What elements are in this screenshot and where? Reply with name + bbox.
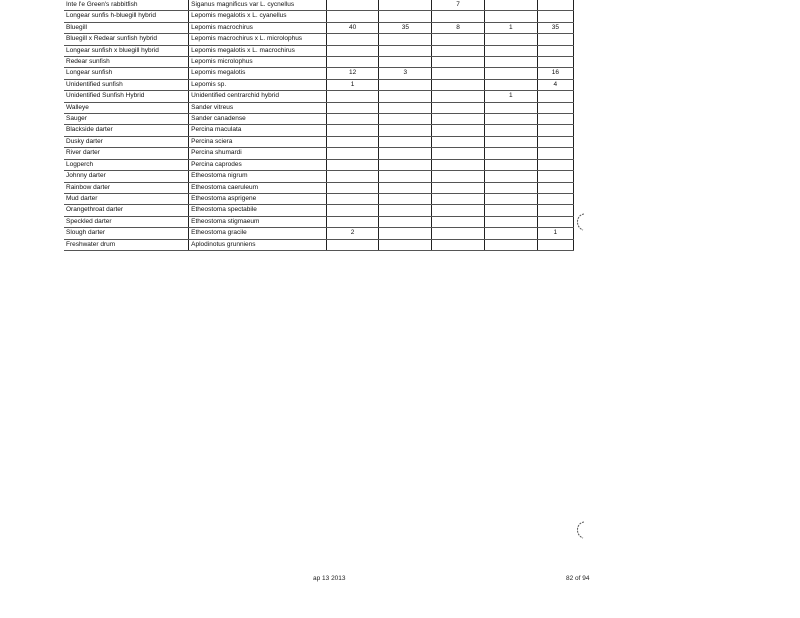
count-cell: 4 xyxy=(537,79,573,90)
count-cell xyxy=(537,34,573,45)
count-cell xyxy=(379,34,432,45)
table-row xyxy=(64,239,574,250)
count-cell xyxy=(379,216,432,227)
scientific-name-cell: Etheostoma gracile xyxy=(189,228,327,239)
count-cell xyxy=(432,205,485,216)
binder-hole-mark xyxy=(572,520,588,540)
table-row xyxy=(64,0,574,11)
count-cell xyxy=(432,171,485,182)
scientific-name-cell: Etheostoma stigmaeum xyxy=(189,216,327,227)
count-cell: 2 xyxy=(326,228,379,239)
count-cell: 1 xyxy=(537,228,573,239)
count-cell xyxy=(379,57,432,68)
count-cell xyxy=(484,228,537,239)
count-cell xyxy=(484,148,537,159)
count-cell xyxy=(379,114,432,125)
table-row xyxy=(64,228,574,239)
count-cell xyxy=(379,102,432,113)
count-cell xyxy=(432,136,485,147)
common-name-cell: Longear sunfish xyxy=(64,68,189,79)
count-cell: 3 xyxy=(379,68,432,79)
common-name-cell: Longear sunfish x bluegill hybrid xyxy=(64,45,189,56)
count-cell xyxy=(326,45,379,56)
count-cell xyxy=(326,136,379,147)
common-name-cell: Logperch xyxy=(64,159,189,170)
common-name-cell: Bluegill x Redear sunfish hybrid xyxy=(64,34,189,45)
table-row xyxy=(64,159,574,170)
table-row xyxy=(64,102,574,113)
table-row xyxy=(64,182,574,193)
scientific-name-cell: Lepomis microlophus xyxy=(189,57,327,68)
count-cell xyxy=(326,57,379,68)
count-cell xyxy=(537,171,573,182)
count-cell xyxy=(379,45,432,56)
count-cell xyxy=(379,228,432,239)
scientific-name-cell: Etheostoma caeruleum xyxy=(189,182,327,193)
common-name-cell: Freshwater drum xyxy=(64,239,189,250)
common-name-cell: Mud darter xyxy=(64,193,189,204)
count-cell xyxy=(379,125,432,136)
count-cell xyxy=(432,228,485,239)
count-cell: 35 xyxy=(537,22,573,33)
scientific-name-cell: Lepomis sp. xyxy=(189,79,327,90)
table-row xyxy=(64,91,574,102)
count-cell xyxy=(379,79,432,90)
scientific-name-cell: Lepomis macrochirus x L. microlophus xyxy=(189,34,327,45)
scientific-name-cell: Aplodinotus grunniens xyxy=(189,239,327,250)
table-row xyxy=(64,22,574,33)
table-row xyxy=(64,136,574,147)
table-row xyxy=(64,45,574,56)
count-cell xyxy=(326,171,379,182)
count-cell xyxy=(379,205,432,216)
common-name-cell: Dusky darter xyxy=(64,136,189,147)
count-cell xyxy=(537,148,573,159)
count-cell xyxy=(379,136,432,147)
count-cell xyxy=(326,0,379,11)
common-name-cell: Unidentified Sunfish Hybrid xyxy=(64,91,189,102)
count-cell xyxy=(484,182,537,193)
common-name-cell: Orangethroat darter xyxy=(64,205,189,216)
count-cell xyxy=(484,125,537,136)
count-cell xyxy=(537,216,573,227)
count-cell xyxy=(432,193,485,204)
common-name-cell: Rainbow darter xyxy=(64,182,189,193)
count-cell xyxy=(484,45,537,56)
count-cell xyxy=(379,11,432,22)
count-cell xyxy=(379,91,432,102)
scientific-name-cell: Etheostoma asprigene xyxy=(189,193,327,204)
count-cell xyxy=(484,102,537,113)
table-row xyxy=(64,171,574,182)
count-cell xyxy=(379,0,432,11)
count-cell xyxy=(537,136,573,147)
common-name-cell: Slough darter xyxy=(64,228,189,239)
species-table-body xyxy=(64,0,574,250)
scientific-name-cell: Siganus magnificus var L. cycnellus xyxy=(189,0,327,11)
count-cell xyxy=(484,68,537,79)
count-cell xyxy=(326,182,379,193)
count-cell xyxy=(537,114,573,125)
table-row xyxy=(64,11,574,22)
scientific-name-cell: Etheostoma nigrum xyxy=(189,171,327,182)
scientific-name-cell: Percina maculata xyxy=(189,125,327,136)
count-cell xyxy=(432,125,485,136)
count-cell xyxy=(326,114,379,125)
count-cell xyxy=(537,182,573,193)
count-cell xyxy=(379,239,432,250)
count-cell: 8 xyxy=(432,22,485,33)
count-cell xyxy=(379,171,432,182)
count-cell xyxy=(432,45,485,56)
table-row xyxy=(64,125,574,136)
table-row xyxy=(64,34,574,45)
count-cell xyxy=(326,125,379,136)
count-cell xyxy=(537,11,573,22)
table-row xyxy=(64,57,574,68)
common-name-cell: Unidentified sunfish xyxy=(64,79,189,90)
count-cell xyxy=(379,193,432,204)
table-row xyxy=(64,79,574,90)
count-cell xyxy=(326,102,379,113)
common-name-cell: Bluegill xyxy=(64,22,189,33)
scientific-name-cell: Unidentified centrarchid hybrid xyxy=(189,91,327,102)
count-cell xyxy=(432,79,485,90)
count-cell xyxy=(326,193,379,204)
count-cell: 1 xyxy=(484,22,537,33)
count-cell xyxy=(537,193,573,204)
count-cell xyxy=(326,34,379,45)
count-cell: 35 xyxy=(379,22,432,33)
count-cell xyxy=(537,57,573,68)
count-cell xyxy=(537,239,573,250)
count-cell xyxy=(432,216,485,227)
count-cell xyxy=(537,45,573,56)
count-cell xyxy=(379,182,432,193)
count-cell: 1 xyxy=(484,91,537,102)
count-cell: 1 xyxy=(326,79,379,90)
table-row xyxy=(64,205,574,216)
count-cell xyxy=(326,91,379,102)
count-cell: 12 xyxy=(326,68,379,79)
scientific-name-cell: Lepomis megalotis x L. macrochirus xyxy=(189,45,327,56)
count-cell xyxy=(379,148,432,159)
scientific-name-cell: Etheostoma spectabile xyxy=(189,205,327,216)
common-name-cell: River darter xyxy=(64,148,189,159)
count-cell xyxy=(484,136,537,147)
count-cell: 16 xyxy=(537,68,573,79)
common-name-cell: Johnny darter xyxy=(64,171,189,182)
table-row xyxy=(64,114,574,125)
common-name-cell: Sauger xyxy=(64,114,189,125)
count-cell xyxy=(537,205,573,216)
count-cell xyxy=(484,216,537,227)
common-name-cell: Longear sunfis h-bluegill hybrid xyxy=(64,11,189,22)
count-cell xyxy=(432,159,485,170)
scientific-name-cell: Sander canadense xyxy=(189,114,327,125)
count-cell xyxy=(432,239,485,250)
count-cell xyxy=(484,205,537,216)
table-row xyxy=(64,193,574,204)
count-cell xyxy=(326,239,379,250)
scientific-name-cell: Percina sciera xyxy=(189,136,327,147)
count-cell xyxy=(326,148,379,159)
count-cell xyxy=(537,0,573,11)
count-cell xyxy=(432,11,485,22)
scientific-name-cell: Sander vitreus xyxy=(189,102,327,113)
species-table xyxy=(64,0,574,251)
count-cell xyxy=(484,239,537,250)
count-cell: 7 xyxy=(432,0,485,11)
count-cell xyxy=(484,57,537,68)
count-cell xyxy=(432,57,485,68)
count-cell xyxy=(326,205,379,216)
count-cell xyxy=(432,114,485,125)
scientific-name-cell: Lepomis megalotis xyxy=(189,68,327,79)
binder-hole-mark xyxy=(572,212,588,232)
count-cell xyxy=(484,0,537,11)
scientific-name-cell: Percina shumardi xyxy=(189,148,327,159)
count-cell xyxy=(484,11,537,22)
count-cell xyxy=(484,34,537,45)
common-name-cell: Speckled darter xyxy=(64,216,189,227)
count-cell xyxy=(432,34,485,45)
count-cell xyxy=(432,102,485,113)
count-cell xyxy=(484,114,537,125)
count-cell xyxy=(537,159,573,170)
count-cell xyxy=(537,91,573,102)
common-name-cell: Redear sunfish xyxy=(64,57,189,68)
count-cell xyxy=(379,159,432,170)
count-cell xyxy=(432,91,485,102)
species-table-container xyxy=(64,0,574,251)
scientific-name-cell: Lepomis megalotis x L. cyanellus xyxy=(189,11,327,22)
count-cell xyxy=(484,159,537,170)
count-cell xyxy=(432,68,485,79)
footer-date: ap 13 2013 xyxy=(313,575,346,582)
scientific-name-cell: Percina caprodes xyxy=(189,159,327,170)
common-name-cell: Blackside darter xyxy=(64,125,189,136)
count-cell xyxy=(432,182,485,193)
scientific-name-cell: Lepomis macrochirus xyxy=(189,22,327,33)
footer-page-number: 82 of 94 xyxy=(566,575,590,582)
table-row xyxy=(64,216,574,227)
count-cell xyxy=(326,11,379,22)
table-row xyxy=(64,68,574,79)
count-cell xyxy=(537,125,573,136)
count-cell xyxy=(537,102,573,113)
count-cell xyxy=(326,159,379,170)
common-name-cell: Inte l'e Green's rabbitfish xyxy=(64,0,189,11)
count-cell xyxy=(484,171,537,182)
table-row xyxy=(64,148,574,159)
count-cell xyxy=(326,216,379,227)
count-cell xyxy=(484,79,537,90)
count-cell xyxy=(484,193,537,204)
count-cell xyxy=(432,148,485,159)
common-name-cell: Walleye xyxy=(64,102,189,113)
count-cell: 40 xyxy=(326,22,379,33)
